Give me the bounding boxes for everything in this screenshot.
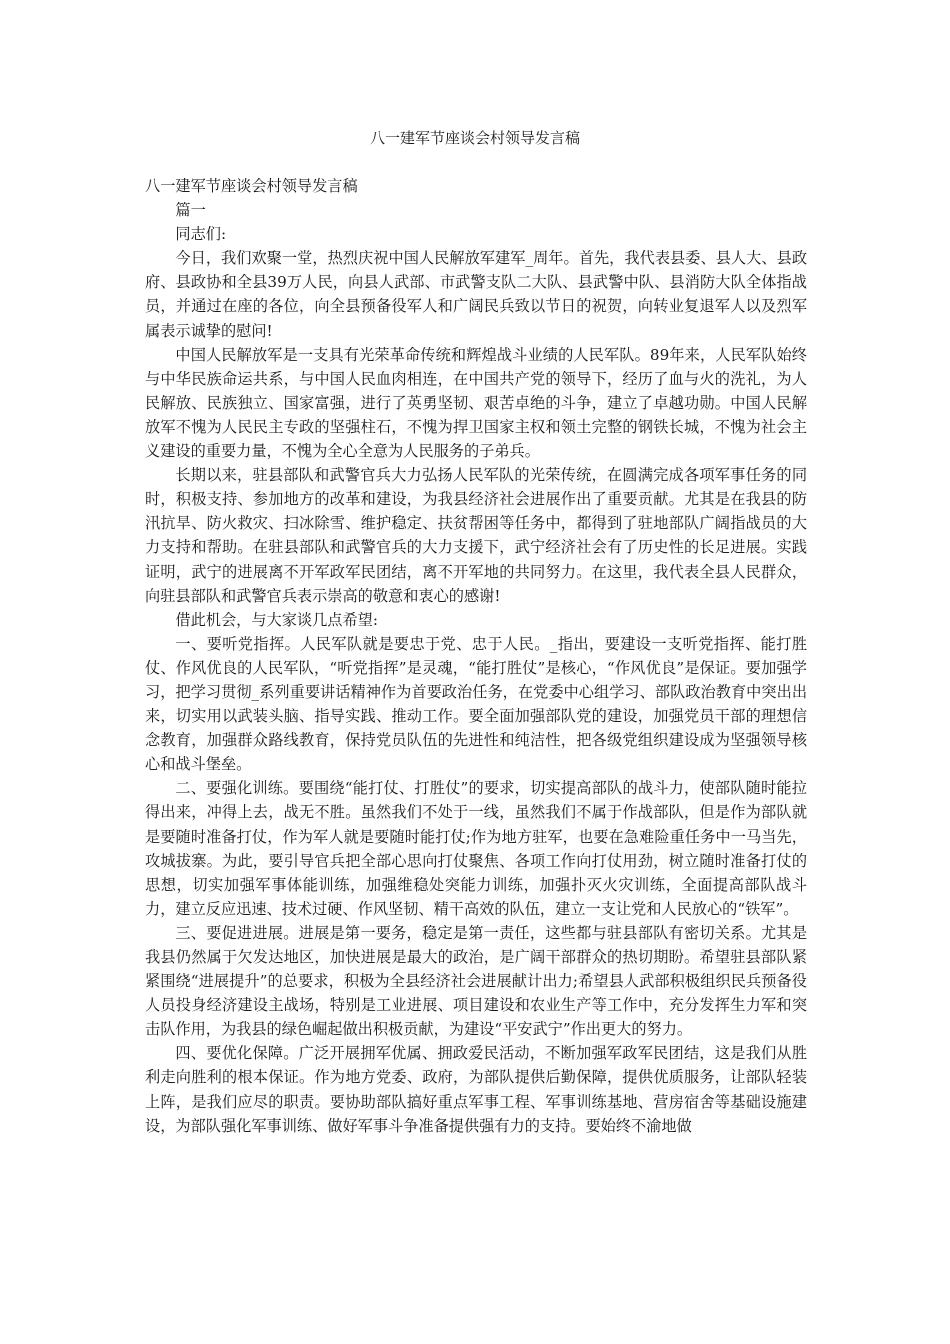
paragraph: 长期以来，驻县部队和武警官兵大力弘扬人民军队的光荣传统，在圆满完成各项军事任务的同时，积极支持、参加地方的改革和建设，为我县经济社会进展作出了重要贡献。尤其是在我县的防汛抗旱、防火救灾、扫冰除雪、维护稳定、扶贫帮困等任务中，都得到了驻地部队广阔指战员的大力支持和帮助。在驻县部队和武警官兵的大力支援下，武宁经济社会有了历史性的长足进展。实践证明，武宁的进展离不开军政军民团结，离不开军地的共同努力。在这里，我代表全县人民群众，向驻县部队和武警官兵表示崇高的敬意和衷心的感谢!	[145, 466, 807, 605]
paragraph: 借此机会，与大家谈几点希望:	[175, 610, 378, 629]
document-title: 八一建军节座谈会村领导发言稿	[369, 129, 580, 147]
document-heading: 八一建军节座谈会村领导发言稿	[145, 177, 358, 195]
section-label: 篇一	[175, 201, 206, 220]
paragraph: 今日，我们欢聚一堂，热烈庆祝中国人民解放军建军_周年。首先，我代表县委、县人大、县政府、县政协和全县39万人民，向县人武部、市武警支队二大队、县武警中队、县消防大队全体指战员，并通过在座的各位，向全县预备役军人和广阔民兵致以节日的祝贺，向转业复退军人以及烈军属表示诚挚的慰问!	[145, 249, 807, 340]
paragraph: 四、要优化保障。广泛开展拥军优属、拥政爱民活动，不断加强军政军民团结，这是我们从胜利走向胜利的根本保证。作为地方党委、政府，为部队提供后勤保障，提供优质服务，让部队轻装上阵，是我们应尽的职责。要协助部队搞好重点军事工程、军事训练基地、营房宿舍等基础设施建设，为部队强化军事训练、做好军事斗争准备提供强有力的支持。要始终不渝地做	[145, 1044, 807, 1135]
salutation: 同志们:	[175, 225, 227, 244]
paragraph: 中国人民解放军是一支具有光荣革命传统和辉煌战斗业绩的人民军队。89年来，人民军队始终与中华民族命运共系，与中国人民血肉相连，在中国共产党的领导下，经历了血与火的洗礼，为人民解放、民族独立、国家富强，进行了英勇坚韧、艰苦卓绝的斗争，建立了卓越功勋。中国人民解放军不愧为人民民主专政的坚强柱石，不愧为捍卫国家主权和领土完整的钢铁长城，不愧为社会主义建设的重要力量，不愧为全心全意为人民服务的子弟兵。	[145, 345, 807, 461]
paragraph: 三、要促进进展。进展是第一要务，稳定是第一责任，这些都与驻县部队有密切关系。尤其是我县仍然属于欠发达地区，加快进展是最大的政治，是广阔干部群众的热切期盼。希望驻县部队紧紧围绕“进展提升”的总要求，积极为全县经济社会进展献计出力;希望县人武部积极组织民兵预备役人员投身经济建设主战场，特别是工业进展、项目建设和农业生产等工作中，充分发挥生力军和突击队作用，为我县的绿色崛起做出积极贡献，为建设“平安武宁”作出更大的努力。	[145, 923, 807, 1039]
paragraph: 一、要听党指挥。人民军队就是要忠于党、忠于人民。_指出，要建设一支听党指挥、能打胜仗、作风优良的人民军队，“听党指挥”是灵魂，“能打胜仗”是核心，“作风优良”是保证。要加强学习，把学习贯彻_系列重要讲话精神作为首要政治任务，在党委中心组学习、部队政治教育中突出出来，切实用以武装头脑、指导实践、推动工作。要全面加强部队党的建设，加强党员干部的理想信念教育，加强群众路线教育，保持党员队伍的先进性和纯洁性，把各级党组织建设成为坚强领导核心和战斗堡垒。	[145, 634, 807, 774]
paragraph: 二、要强化训练。要围绕“能打仗、打胜仗”的要求，切实提高部队的战斗力，使部队随时能拉得出来，冲得上去，战无不胜。虽然我们不处于一线，虽然我们不属于作战部队，但是作为部队就是要随时准备打仗，作为军人就是要随时能打仗;作为地方驻军，也要在急难险重任务中一马当先，攻城拔寨。为此，要引导官兵把全部心思向打仗聚焦、各项工作向打仗用劲，树立随时准备打仗的思想，切实加强军事体能训练，加强维稳处突能力训练，加强扑灭火灾训练，全面提高部队战斗力，建立反应迅速、技术过硬、作风坚韧、精干高效的队伍，建立一支让党和人民放心的“铁军”。	[145, 779, 807, 918]
document-body	[145, 174, 807, 1138]
